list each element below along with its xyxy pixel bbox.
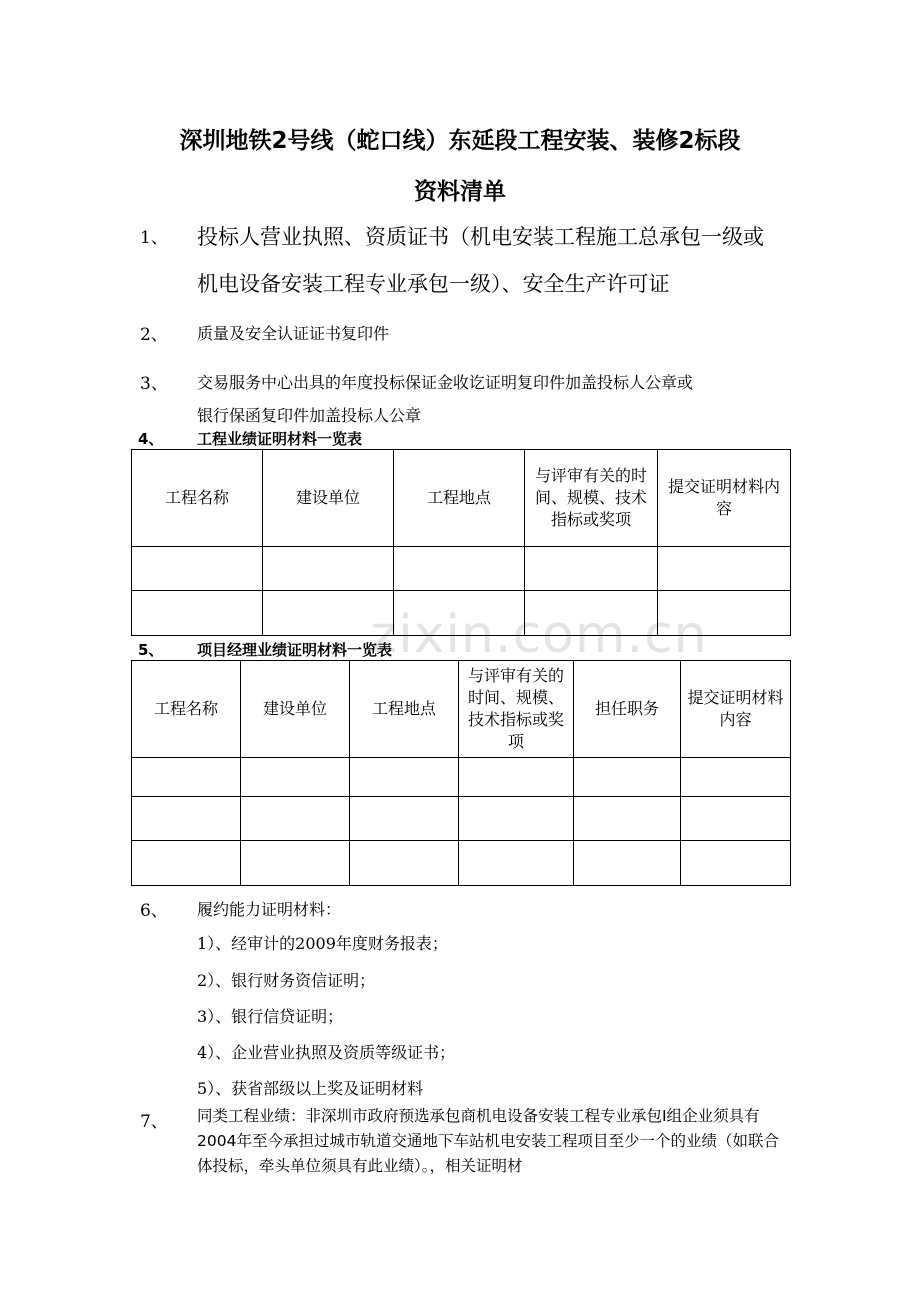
table-cell — [681, 797, 791, 841]
table-cell — [132, 547, 263, 591]
table-cell — [263, 591, 394, 636]
table-cell — [459, 758, 574, 797]
table-row — [132, 841, 791, 886]
table-cell — [394, 547, 525, 591]
table-cell — [459, 797, 574, 841]
manager-performance-table — [131, 660, 791, 886]
item-7-number: 7、 — [140, 1112, 168, 1132]
table-header-cell: 工程名称 — [132, 661, 241, 758]
table-cell — [132, 591, 263, 636]
table-cell — [525, 591, 658, 636]
item-6-number: 6、 — [140, 901, 168, 921]
table-header-cell: 提交证明材料内容 — [681, 661, 791, 758]
item-6-sub-4: 4）、企业营业执照及资质等级证书； — [197, 1043, 456, 1062]
item-2-number: 2、 — [140, 325, 168, 345]
table-cell — [350, 758, 459, 797]
table-cell — [658, 591, 791, 636]
item-6-sub-5: 5）、获省部级以上奖及证明材料 — [197, 1079, 424, 1098]
table-cell — [681, 758, 791, 797]
table-cell — [394, 591, 525, 636]
table-header-row — [132, 661, 791, 758]
table-cell — [263, 547, 394, 591]
table-cell — [132, 797, 241, 841]
table-row — [132, 797, 791, 841]
table-cell — [574, 758, 681, 797]
table-header-cell: 建设单位 — [263, 450, 394, 547]
table-header-cell: 与评审有关的时间、规模、技术指标或奖项 — [525, 450, 658, 547]
item-3-number: 3、 — [140, 374, 168, 394]
item-1-line2: 机电设备安装工程专业承包一级）、安全生产许可证 — [197, 272, 670, 296]
table-cell — [459, 841, 574, 886]
item-6-sub-1: 1）、经审计的2009年度财务报表； — [197, 934, 448, 953]
item-6-text: 履约能力证明材料： — [197, 900, 342, 919]
item-1-number: 1、 — [140, 228, 168, 248]
table-cell — [241, 758, 350, 797]
item-6-sub-3: 3）、银行信贷证明； — [197, 1007, 344, 1026]
item-5-text: 项目经理业绩证明材料一览表 — [197, 641, 393, 659]
table-header-cell: 工程地点 — [350, 661, 459, 758]
table-header-cell: 与评审有关的时间、规模、技术指标或奖项 — [459, 661, 574, 758]
table-cell — [241, 841, 350, 886]
item-5-number: 5、 — [138, 641, 164, 659]
item-7-text: 同类工程业绩：非深圳市政府预选承包商机电设备安装工程专业承包Ⅰ组企业须具有2004年至今承担过城市轨道交通地下车站机电安装工程项目至少一个的业绩（如联合体投标，牵头单位须具有此业绩）。，相关证明材 — [197, 1107, 779, 1175]
document-subtitle: 资料清单 — [414, 179, 506, 205]
table-cell — [241, 797, 350, 841]
table-cell — [350, 841, 459, 886]
table-cell — [525, 547, 658, 591]
table-row — [132, 591, 791, 636]
table-header-cell: 提交证明材料内容 — [658, 450, 791, 547]
table-cell — [350, 797, 459, 841]
item-3-line1: 交易服务中心出具的年度投标保证金收讫证明复印件加盖投标人公章或 — [197, 373, 694, 392]
table-cell — [681, 841, 791, 886]
item-4-text: 工程业绩证明材料一览表 — [197, 430, 363, 448]
item-6-sub-2: 2）、银行财务资信证明； — [197, 971, 376, 990]
table-header-cell: 工程地点 — [394, 450, 525, 547]
table-header-row — [132, 450, 791, 547]
table-cell — [574, 841, 681, 886]
item-1-line1: 投标人营业执照、资质证书（机电安装工程施工总承包一级或 — [197, 225, 764, 249]
item-2-text: 质量及安全认证证书复印件 — [197, 324, 390, 343]
project-performance-table — [131, 449, 791, 636]
table-header-cell: 工程名称 — [132, 450, 263, 547]
document-title: 深圳地铁2号线（蛇口线）东延段工程安装、装修2标段 — [179, 128, 741, 154]
table-header-cell: 建设单位 — [241, 661, 350, 758]
watermark: zixin.com.cn — [370, 605, 708, 665]
table-cell — [132, 758, 241, 797]
table-row — [132, 758, 791, 797]
item-4-number: 4、 — [138, 430, 164, 448]
table-cell — [658, 547, 791, 591]
table-header-cell: 担任职务 — [574, 661, 681, 758]
table-cell — [132, 841, 241, 886]
table-row — [132, 547, 791, 591]
table-cell — [574, 797, 681, 841]
item-3-line2: 银行保函复印件加盖投标人公章 — [197, 406, 422, 425]
